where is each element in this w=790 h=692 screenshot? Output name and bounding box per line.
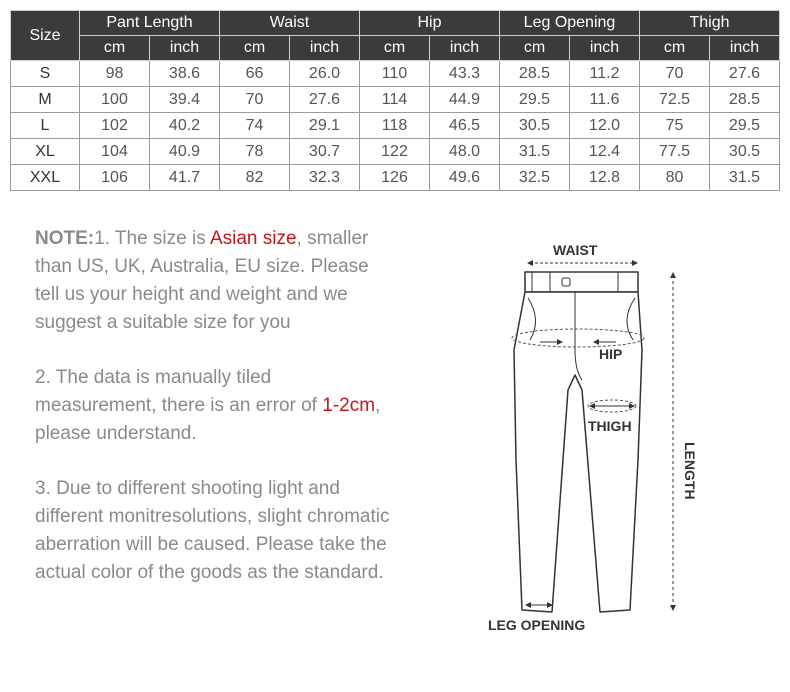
table-cell: 31.5	[710, 165, 780, 191]
table-cell: 32.3	[290, 165, 360, 191]
table-cell: 11.6	[570, 87, 640, 113]
hip-label: HIP	[599, 346, 623, 362]
note-1	[35, 225, 395, 337]
leg-opening-label: LEG OPENING	[488, 617, 586, 633]
table-row	[11, 87, 780, 113]
unit-cm-header: cm	[500, 36, 570, 61]
note-2	[35, 364, 395, 448]
table-cell: 78	[220, 139, 290, 165]
table-cell: 40.2	[150, 113, 220, 139]
note-1-pre: 1. The size is	[94, 228, 210, 249]
unit-inch-header: inch	[570, 36, 640, 61]
unit-inch-header: inch	[290, 36, 360, 61]
asian-size-highlight: Asian size	[209, 228, 297, 249]
table-cell: 77.5	[640, 139, 710, 165]
table-row	[11, 165, 780, 191]
waist-header: Waist	[220, 11, 360, 36]
table-cell: 49.6	[430, 165, 500, 191]
size-cell: XL	[11, 139, 80, 165]
table-cell: 38.6	[150, 61, 220, 87]
note-2-post: , please understand.	[35, 395, 381, 444]
table-cell: 126	[360, 165, 430, 191]
pants-outline	[514, 272, 642, 612]
thigh-header: Thigh	[640, 11, 780, 36]
table-cell: 114	[360, 87, 430, 113]
table-cell: 100	[80, 87, 150, 113]
unit-inch-header: inch	[710, 36, 780, 61]
waist-label: WAIST	[553, 242, 598, 258]
error-range-highlight: 1-2cm	[322, 395, 376, 416]
leg-opening-header: Leg Opening	[500, 11, 640, 36]
table-cell: 70	[640, 61, 710, 87]
table-cell: 12.0	[570, 113, 640, 139]
table-cell: 122	[360, 139, 430, 165]
unit-cm-header: cm	[80, 36, 150, 61]
notes-section	[35, 225, 395, 614]
table-cell: 46.5	[430, 113, 500, 139]
table-cell: 80	[640, 165, 710, 191]
table-cell: 11.2	[570, 61, 640, 87]
pant-length-header: Pant Length	[80, 11, 220, 36]
table-row	[11, 113, 780, 139]
unit-inch-header: inch	[150, 36, 220, 61]
table-cell: 30.5	[710, 139, 780, 165]
table-row	[11, 139, 780, 165]
size-cell: M	[11, 87, 80, 113]
pants-measurement-diagram	[470, 230, 730, 640]
table-cell: 44.9	[430, 87, 500, 113]
size-table-body	[11, 61, 780, 191]
length-label: LENGTH	[682, 442, 698, 500]
size-header: Size	[11, 11, 80, 61]
table-cell: 32.5	[500, 165, 570, 191]
table-cell: 43.3	[430, 61, 500, 87]
table-cell: 110	[360, 61, 430, 87]
unit-cm-header: cm	[220, 36, 290, 61]
pants-illustration	[470, 230, 730, 640]
table-cell: 70	[220, 87, 290, 113]
unit-cm-header: cm	[360, 36, 430, 61]
table-cell: 72.5	[640, 87, 710, 113]
table-cell: 66	[220, 61, 290, 87]
table-cell: 12.8	[570, 165, 640, 191]
table-cell: 39.4	[150, 87, 220, 113]
table-cell: 29.5	[710, 113, 780, 139]
table-cell: 30.7	[290, 139, 360, 165]
table-cell: 28.5	[500, 61, 570, 87]
table-cell: 104	[80, 139, 150, 165]
note-3: 3. Due to different shooting light and different monitresolutions, slight chromatic aberration will be caused. Please take the actual color of the goods as the standard.	[35, 478, 390, 583]
size-cell: XXL	[11, 165, 80, 191]
table-cell: 31.5	[500, 139, 570, 165]
note-lead: NOTE:	[35, 228, 95, 249]
table-cell: 29.1	[290, 113, 360, 139]
table-row	[11, 61, 780, 87]
note-2-pre: 2. The data is manually tiled measurement, there is an error of	[35, 367, 323, 416]
table-cell: 75	[640, 113, 710, 139]
table-cell: 41.7	[150, 165, 220, 191]
thigh-label: THIGH	[588, 418, 632, 434]
unit-cm-header: cm	[640, 36, 710, 61]
size-cell: L	[11, 113, 80, 139]
table-cell: 28.5	[710, 87, 780, 113]
table-cell: 40.9	[150, 139, 220, 165]
hip-header: Hip	[360, 11, 500, 36]
table-cell: 102	[80, 113, 150, 139]
table-cell: 118	[360, 113, 430, 139]
table-cell: 82	[220, 165, 290, 191]
table-cell: 30.5	[500, 113, 570, 139]
table-cell: 27.6	[710, 61, 780, 87]
table-cell: 12.4	[570, 139, 640, 165]
size-cell: S	[11, 61, 80, 87]
size-chart-table	[10, 10, 780, 191]
table-cell: 26.0	[290, 61, 360, 87]
unit-inch-header: inch	[430, 36, 500, 61]
table-cell: 106	[80, 165, 150, 191]
note-1-post: , smaller than US, UK, Australia, EU size. Please tell us your height and weight and we suggest a suitable size for you	[35, 228, 369, 333]
table-cell: 48.0	[430, 139, 500, 165]
table-cell: 29.5	[500, 87, 570, 113]
table-cell: 74	[220, 113, 290, 139]
table-cell: 98	[80, 61, 150, 87]
table-cell: 27.6	[290, 87, 360, 113]
